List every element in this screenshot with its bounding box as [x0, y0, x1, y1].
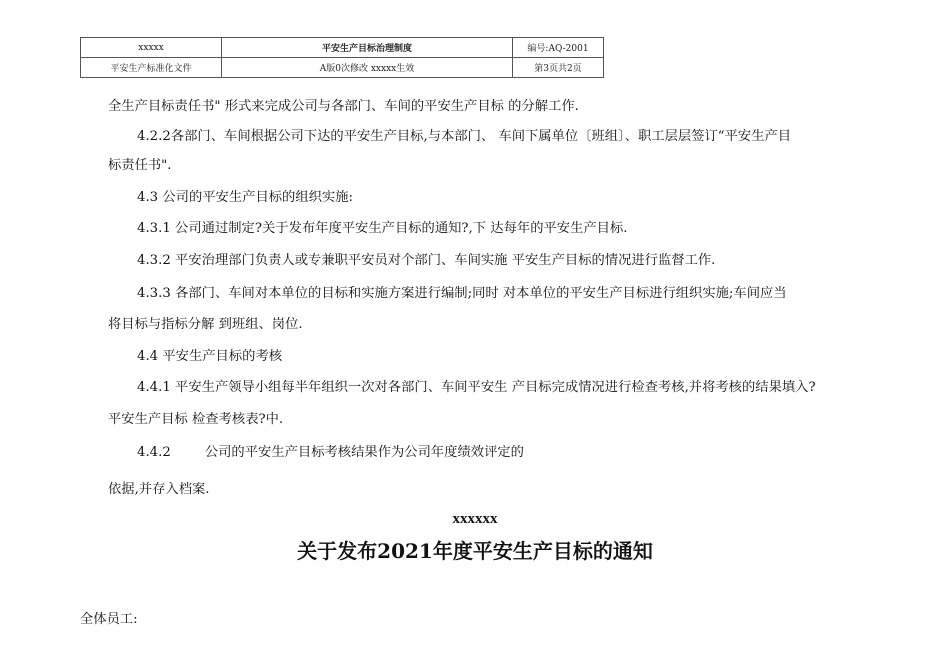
notice-company: xxxxxx	[452, 511, 498, 527]
body-line-7: 4.3.3 各部门、车间对本单位的目标和实施方案进行编制;同时 对本单位的平安生产目标进行组织实施;车间应当	[137, 286, 787, 301]
body-line-6: 4.3.2 平安治理部门负责人或专兼职平安员对个部门、车间实施 平安生产目标的情况进行监督工作.	[137, 253, 716, 268]
body-line-8: 将目标与指标分解 到班组、岗位.	[108, 317, 303, 332]
notice-salutation: 全体员工:	[80, 612, 138, 627]
clause-number: 4.4.2	[137, 445, 171, 460]
header-doc-number: 编号:AQ-2001	[513, 38, 604, 58]
body-line-2: 4.2.2各部门、车间根据公司下达的平安生产目标,与本部门、 车间下属单位〔班组〕、职工层层签订“平安生产目	[137, 129, 792, 144]
body-line-4: 4.3 公司的平安生产目标的组织实施:	[137, 190, 354, 205]
body-line-5: 4.3.1 公司通过制定?关于发布年度平安生产目标的通知?,下 达每年的平安生产目标.	[137, 221, 628, 236]
header-company: xxxxx	[81, 38, 222, 58]
body-line-12	[137, 444, 524, 462]
document-header-table	[80, 37, 604, 78]
clause-text: 公司的平安生产目标考核结果作为公司年度绩效评定的	[204, 445, 524, 460]
header-title: 平安生产目标治理制度	[222, 38, 513, 58]
body-line-11: 平安生产目标 检查考核表?中.	[108, 412, 284, 427]
header-category: 平安生产标准化文件	[81, 58, 222, 78]
body-line-13: 依据,并存入档案.	[108, 482, 210, 497]
header-version: A版0次修改 xxxxx生效	[222, 58, 513, 78]
notice-title: 关于发布2021年度平安生产目标的通知	[297, 539, 653, 563]
body-line-9: 4.4 平安生产目标的考核	[137, 349, 283, 364]
header-page: 第3页共2页	[513, 58, 604, 78]
body-line-3: 标责任书".	[108, 158, 172, 173]
body-line-1: 全生产目标责任书" 形式来完成公司与各部门、车间的平安生产目标 的分解工作.	[108, 99, 579, 114]
body-line-10: 4.4.1 平安生产领导小组每半年组织一次对各部门、车间平安生 产目标完成情况进行检查考核,并将考核的结果填入?	[137, 380, 816, 395]
